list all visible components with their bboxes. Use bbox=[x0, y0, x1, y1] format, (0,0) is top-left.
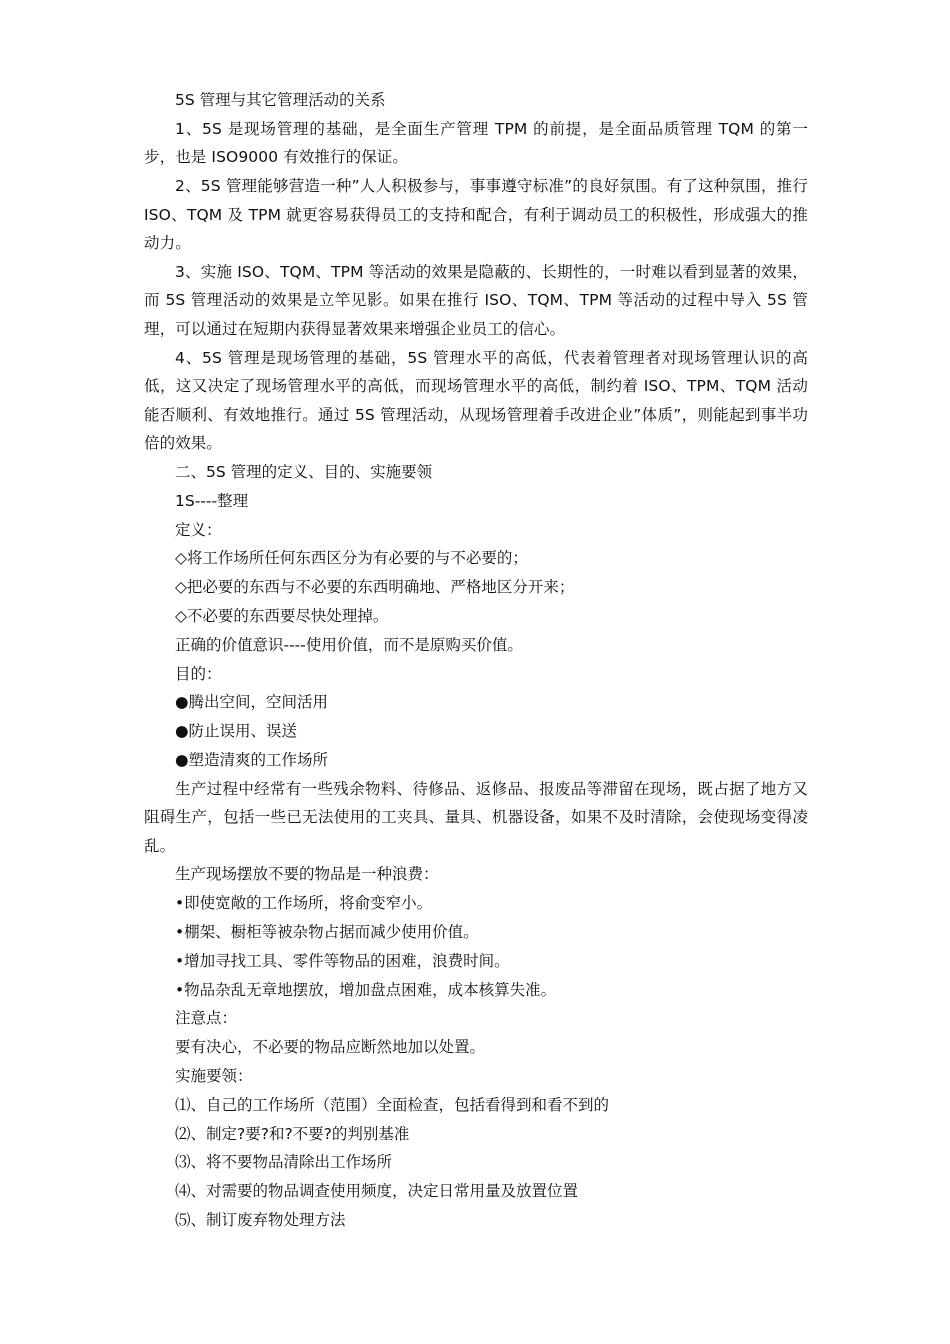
waste-item: •棚架、橱柜等被杂物占据而减少使用价值。 bbox=[175, 923, 479, 942]
relations-heading: 5S 管理与其它管理活动的关系 bbox=[175, 91, 386, 109]
purpose-label: 目的： bbox=[175, 664, 222, 683]
step-item: ⑶、将不要物品清除出工作场所 bbox=[175, 1153, 393, 1172]
waste-item: •即使宽敞的工作场所，将俞变窄小。 bbox=[175, 894, 433, 913]
relation-paragraph-2: 2、5S 管理能够营造一种”人人积极参与，事事遵守标准”的良好氛围。有了这种氛围，推行 ISO、TQM 及 TPM 就更容易获得员工的支持和配合，有利于调动员工的积极性，形成强大的推动力。 bbox=[144, 176, 808, 253]
production-paragraph: 生产过程中经常有一些残余物料、待修品、返修品、报废品等滞留在现场，既占据了地方又阻碍生产，包括一些已无法使用的工夹具、量具、机器设备，如果不及时清除，会使现场变得凌乱。 bbox=[144, 779, 808, 855]
purpose-item: ●防止误用、误送 bbox=[175, 722, 298, 741]
step-item: ⑷、对需要的物品调查使用频度，决定日常用量及放置位置 bbox=[175, 1182, 579, 1201]
relation-paragraph-4: 4、5S 管理是现场管理的基础，5S 管理水平的高低，代表着管理者对现场管理认识的高低，这又决定了现场管理水平的高低，而现场管理水平的高低，制约着 ISO、TPM、TQM 活动能否顺利、有效地推行。通过 5S 管理活动，从现场管理着手改进企业”体质”，则能起到事半功倍的效果。 bbox=[144, 348, 808, 453]
definition-item: ◇将工作场所任何东西区分为有必要的与不必要的； bbox=[175, 549, 528, 568]
waste-intro: 生产现场摆放不要的物品是一种浪费： bbox=[175, 865, 439, 884]
waste-item: •物品杂乱无章地摆放，增加盘点困难，成本核算失准。 bbox=[175, 980, 557, 999]
definition-label: 定义： bbox=[175, 520, 222, 539]
s1-title: 1S----整理 bbox=[175, 491, 249, 510]
waste-item: •增加寻找工具、零件等物品的困难，浪费时间。 bbox=[175, 951, 510, 970]
notes-text: 要有决心，不必要的物品应断然地加以处置。 bbox=[175, 1038, 486, 1057]
step-item: ⑵、制定?要?和?不要?的判别基准 bbox=[175, 1124, 410, 1143]
purpose-item: ●腾出空间，空间活用 bbox=[175, 693, 329, 712]
steps-label: 实施要领： bbox=[175, 1067, 253, 1086]
definition-item: ◇不必要的东西要尽快处理掉。 bbox=[175, 606, 389, 625]
relation-paragraph-3: 3、实施 ISO、TQM、TPM 等活动的效果是隐蔽的、长期性的，一时难以看到显著的效果，而 5S 管理活动的效果是立竿见影。如果在推行 ISO、TQM、TPM 等活动的过程中导入 5S 管理，可以通过在短期内获得显著效果来增强企业员工的信心。 bbox=[144, 262, 808, 338]
value-line: 正确的价值意识----使用价值，而不是原购买价值。 bbox=[175, 635, 523, 654]
notes-label: 注意点： bbox=[175, 1009, 238, 1028]
section2-heading: 二、5S 管理的定义、目的、实施要领 bbox=[175, 462, 433, 481]
definition-item: ◇把必要的东西与不必要的东西明确地、严格地区分开来； bbox=[175, 578, 575, 597]
purpose-item: ●塑造清爽的工作场所 bbox=[175, 750, 329, 769]
step-item: ⑸、制订废弃物处理方法 bbox=[175, 1211, 346, 1230]
step-item: ⑴、自己的工作场所（范围）全面检查，包括看得到和看不到的 bbox=[175, 1095, 610, 1114]
document-page bbox=[144, 86, 808, 1235]
relation-paragraph-1: 1、5S 是现场管理的基础，是全面生产管理 TPM 的前提，是全面品质管理 TQM 的第一步，也是 ISO9000 有效推行的保证。 bbox=[144, 119, 808, 167]
